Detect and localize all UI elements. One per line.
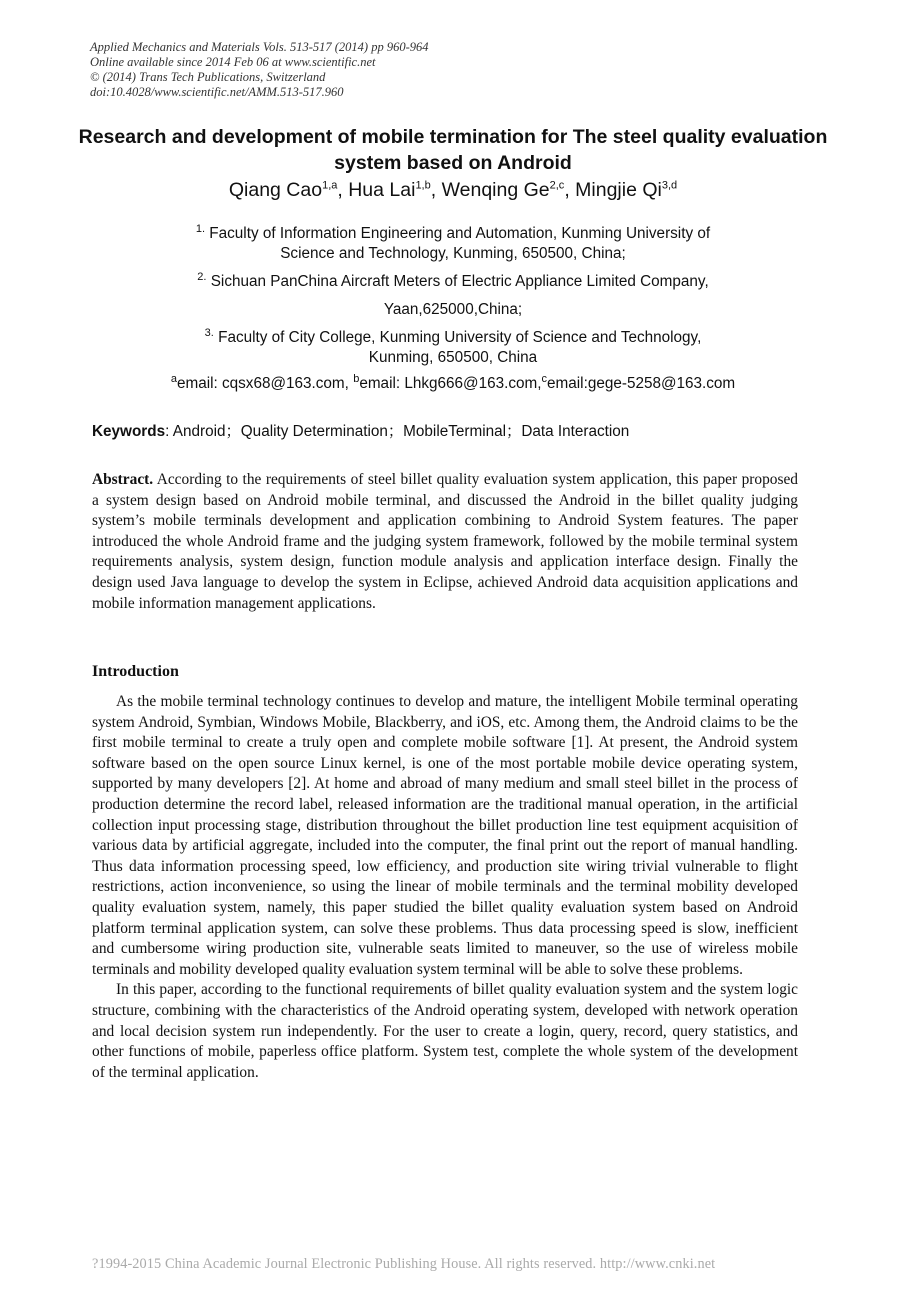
abstract	[92, 470, 798, 614]
author-name: Wenqing Ge	[441, 179, 550, 201]
keywords-label: Keywords	[92, 423, 166, 440]
email-text: email: Lhkg666@163.com,	[359, 375, 542, 392]
affiliation-text: Faculty of Information Engineering and Automation, Kunming University of	[209, 225, 711, 242]
author-affiliation-mark: 1,b	[415, 179, 431, 192]
journal-header	[90, 40, 429, 100]
author-separator: ,	[430, 179, 442, 201]
publisher-footer: ?1994-2015 China Academic Journal Electronic Publishing House. All rights reserved. http://www.cnki.net	[92, 1256, 716, 1272]
author-list	[60, 178, 846, 202]
affiliation-3	[60, 328, 846, 368]
author-separator: ,	[337, 179, 349, 201]
paragraph: As the mobile terminal technology continues to develop and mature, the intelligent Mobile terminal operating system Android, Symbian, Windows Mobile, Blackberry, and iOS, etc. Among them, the Android claims to be the first mobile terminal to create a truly open and complete mobile software [1]. At present, the Android system software based on the open source Linux kernel, is one of the most portable mobile device operating system, supported by many developers [2]. At home and abroad of many medium and small steel billet in the process of production determine the record label, released information are the traditional manual operation, in the artificial collection input processing stage, distribution throughout the billet production line test equipment acquisition of various data by artificial aggregate, included into the computer, the final print out the report of manual handling. Thus data information processing speed, low efficiency, and production site wiring trivial vulnerable to flight restrictions, action inconvenience, so using the linear of mobile terminals and the terminal mobility developed quality evaluation system, namely, this paper studied the billet quality evaluation system based on Android platform terminal application system, can solve these problems. Thus data processing speed is slow, inefficient and cumbersome wiring production site, vulnerable seats limited to maneuver, so the use of wireless mobile terminals and mobility developed quality evaluation system terminal will be able to solve these problems.	[92, 693, 798, 978]
paper-title: Research and development of mobile termination for The steel quality evaluation system based on Android	[78, 126, 828, 174]
keywords-text: : Android；Quality Determination；MobileTerminal；Data Interaction	[165, 423, 630, 440]
copyright-line: © (2014) Trans Tech Publications, Switzerland	[90, 70, 326, 84]
doi-line: doi:10.4028/www.scientific.net/AMM.513-517.960	[90, 85, 344, 99]
keywords	[92, 422, 629, 442]
email-mark: c	[541, 372, 548, 385]
journal-citation: Applied Mechanics and Materials Vols. 513-517 (2014) pp 960-964	[90, 40, 429, 54]
affiliation-text: Yaan,625000,China;	[383, 301, 523, 318]
abstract-text: According to the requirements of steel billet quality evaluation system application, this paper proposed a system design based on Android mobile terminal, and discussed the Android in the billet quality judging system’s mobile terminals development and application combining to Android System features. The paper introduced the whole Android frame and the judging system framework, followed by the mobile terminal system requirements analysis, system design, function module analysis and application interface design. Finally the design used Java language to develop the system in Eclipse, achieved Android data acquisition applications and mobile information management applications.	[92, 471, 798, 612]
affiliation-text: Science and Technology, Kunming, 650500, China;	[280, 245, 626, 262]
author-affiliation-mark: 1,a	[322, 179, 338, 192]
online-availability: Online available since 2014 Feb 06 at www.scientific.net	[90, 55, 376, 69]
section-heading-introduction: Introduction	[92, 663, 179, 680]
abstract-label: Abstract.	[92, 471, 154, 488]
email-text: email:gege-5258@163.com	[547, 375, 736, 392]
email-mark: a	[170, 372, 177, 385]
affiliation-mark: 3.	[204, 326, 214, 339]
author-name: Mingjie Qi	[575, 179, 662, 201]
affiliation-text: Sichuan PanChina Aircraft Meters of Electric Appliance Limited Company,	[210, 273, 709, 290]
author-affiliation-mark: 2,c	[549, 179, 565, 192]
paragraph: In this paper, according to the functional requirements of billet quality evaluation system and the system logic structure, combining with the characteristics of the Android operating system, developed with network operation and local decision system run independently. For the user to create a login, query, record, query statistics, and other functions of mobile, paperless office platform. System test, complete the whole system of the development of the terminal application.	[92, 981, 798, 1081]
affiliation-1	[60, 224, 846, 264]
author-emails	[60, 374, 846, 394]
affiliation-mark: 2.	[197, 270, 207, 283]
email-mark: b	[353, 372, 360, 385]
affiliation-text: Faculty of City College, Kunming University of Science and Technology,	[218, 329, 702, 346]
author-name: Hua Lai	[348, 179, 416, 201]
author-separator: ,	[564, 179, 576, 201]
affiliation-2	[60, 272, 846, 320]
affiliation-mark: 1.	[195, 222, 206, 235]
email-text: email: cqsx68@163.com,	[176, 375, 354, 392]
affiliation-text: Kunming, 650500, China	[368, 349, 538, 366]
author-name: Qiang Cao	[228, 179, 323, 201]
introduction-body	[92, 692, 798, 1083]
author-affiliation-mark: 3,d	[661, 179, 678, 192]
